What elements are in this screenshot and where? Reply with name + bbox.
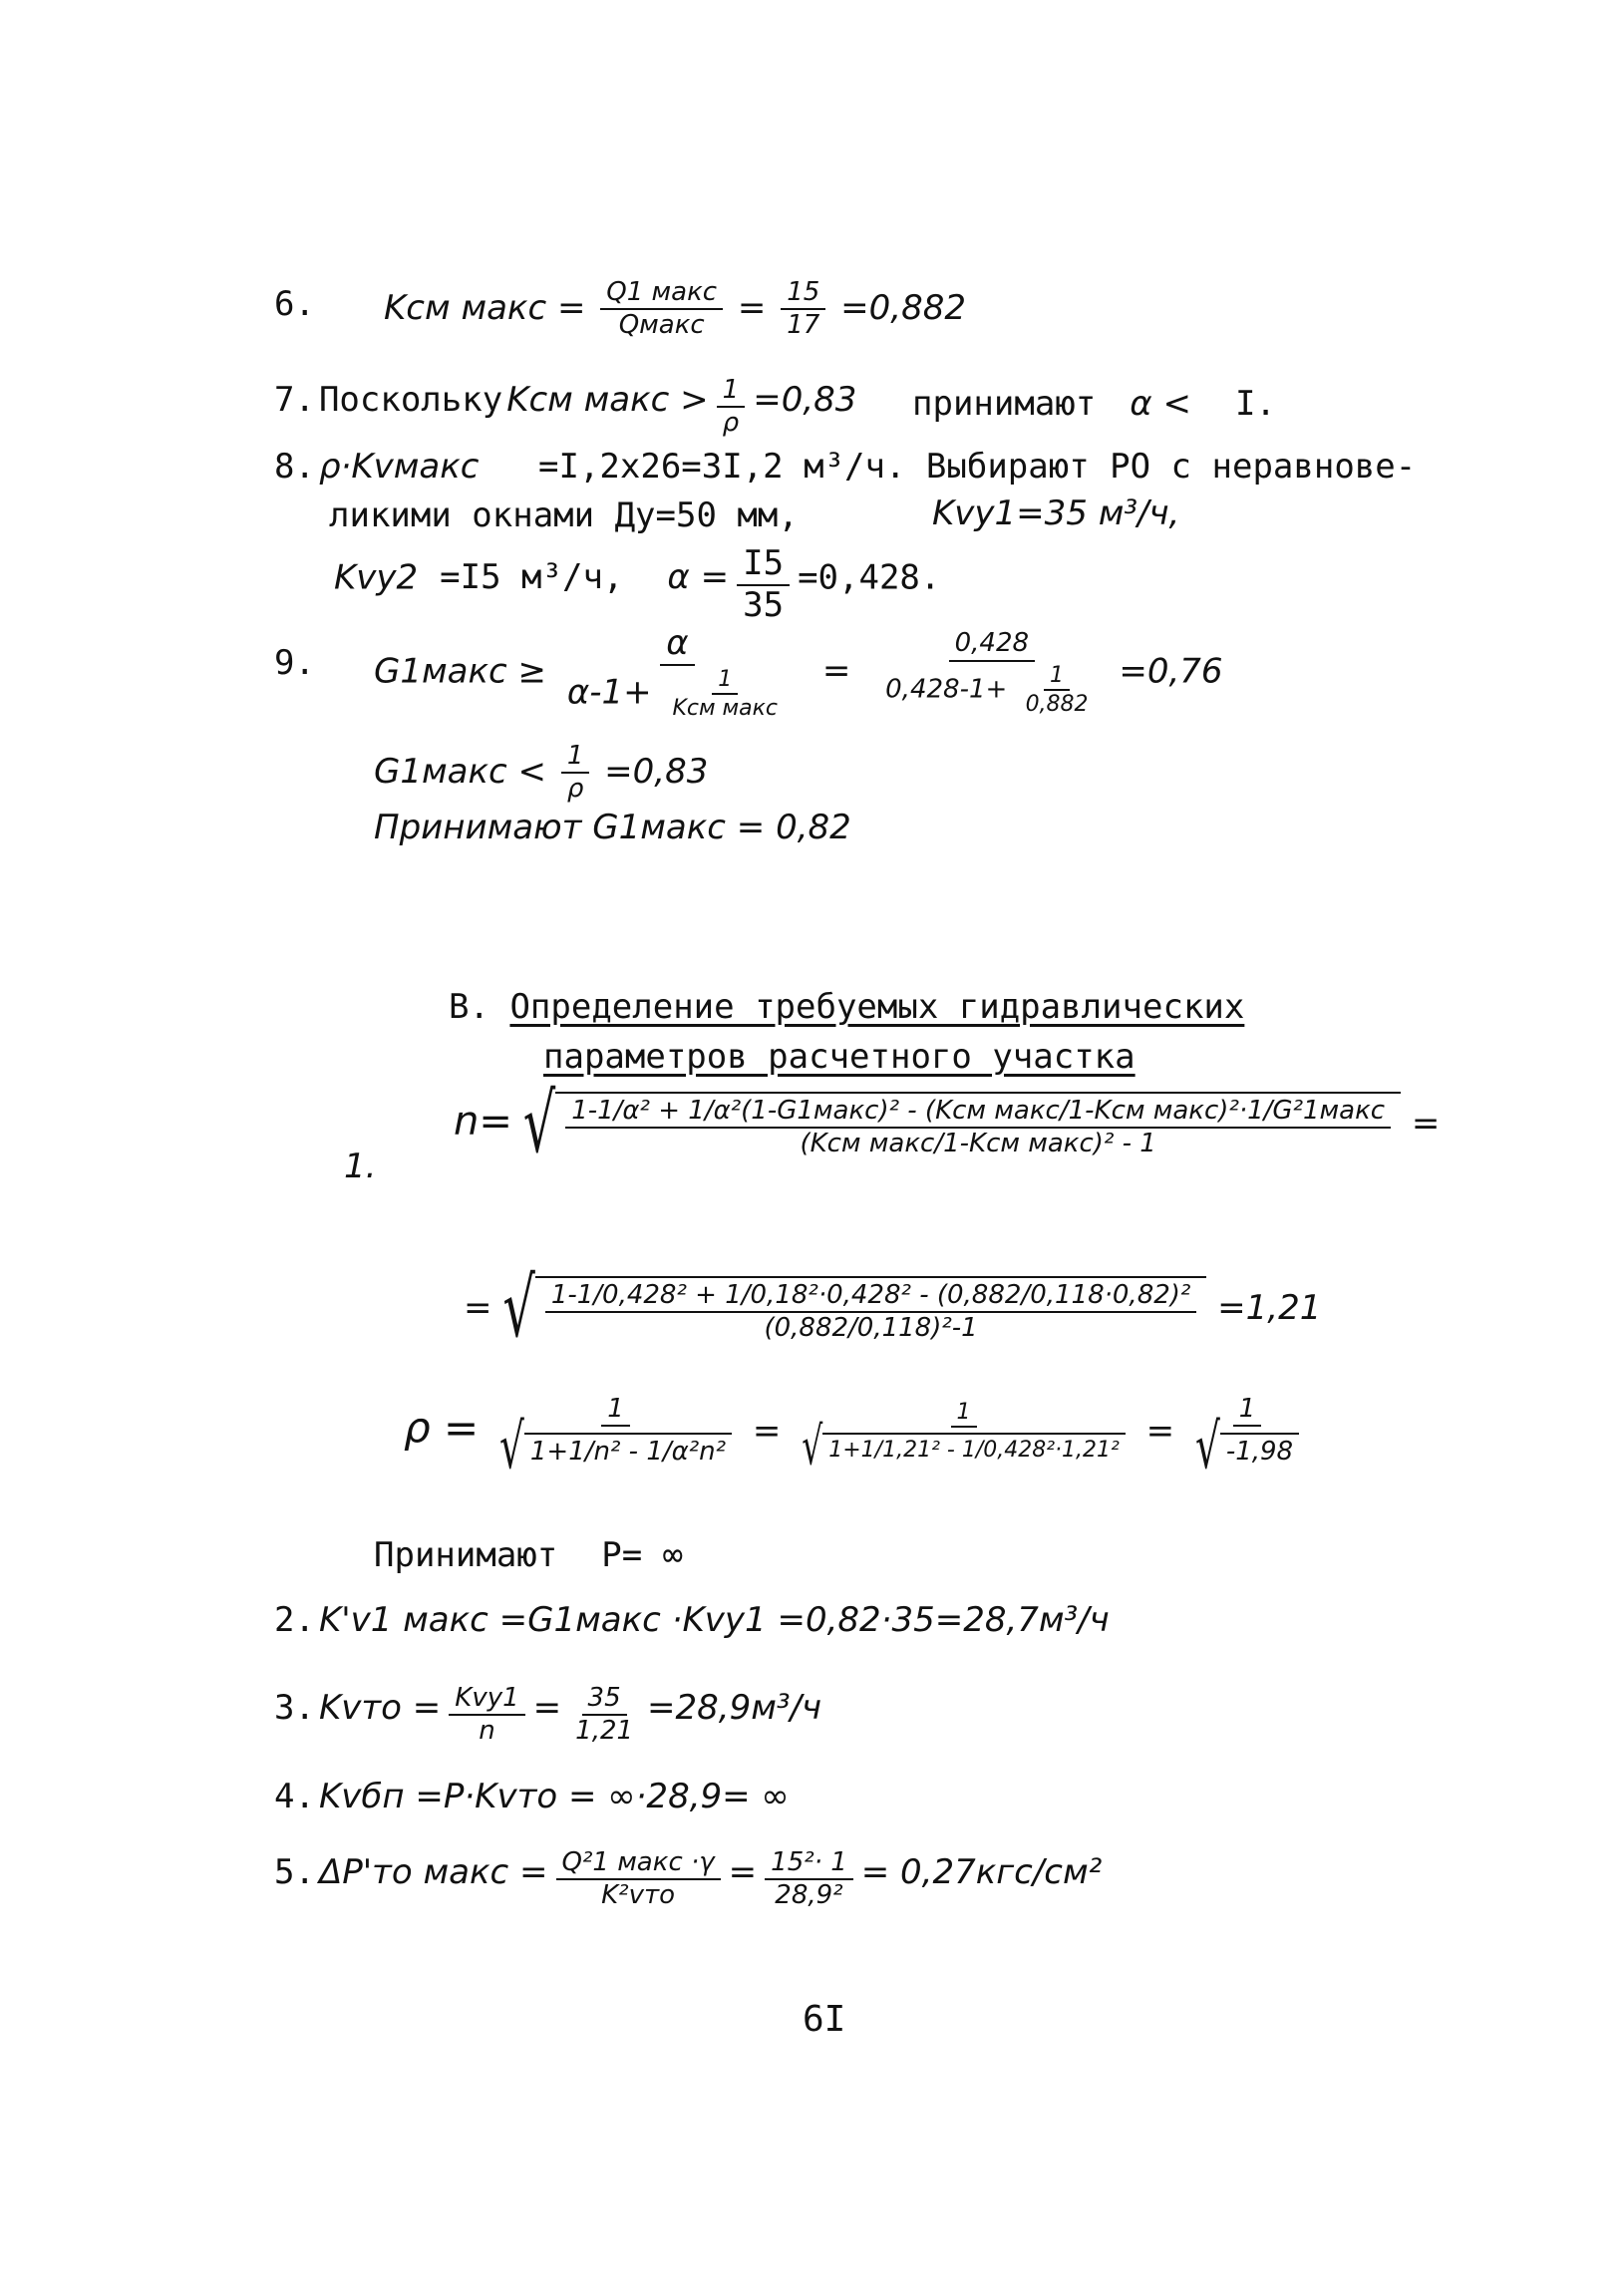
fraction-numerator: 0,428 xyxy=(949,630,1035,661)
item-9-accepted: Принимают G1макс = 0,82 xyxy=(374,808,851,847)
item-text: Принимают xyxy=(374,1535,558,1575)
radical-sign: √ xyxy=(1194,1412,1220,1484)
fraction-numerator: 1 xyxy=(601,1396,630,1427)
item-text: =I5 м³/ч, xyxy=(440,557,624,598)
item-text: ликими окнами Ду=50 мм, xyxy=(329,495,799,535)
fraction xyxy=(449,1685,524,1746)
fraction-denominator xyxy=(493,1412,738,1484)
formula-lhs: G1макс ≥ xyxy=(374,651,546,692)
formula-lhs: G1макс < xyxy=(374,751,546,792)
equals-sign: = xyxy=(464,1287,492,1328)
item-number: 4. xyxy=(274,1777,315,1816)
result-value: =0,428. xyxy=(798,557,941,598)
fraction-denominator xyxy=(879,662,1104,716)
fraction xyxy=(565,1098,1391,1158)
radical-sign: √ xyxy=(802,1415,823,1477)
item-number: 1. xyxy=(344,1147,377,1186)
formula-lhs: Kvто = xyxy=(318,1687,442,1728)
formula-lhs: n= xyxy=(454,1098,512,1145)
equals-sign: = xyxy=(737,287,767,328)
radicand xyxy=(555,1092,1401,1158)
result-value: =28,9м³/ч xyxy=(647,1687,822,1728)
result-value: P= ∞ xyxy=(601,1535,684,1575)
square-root xyxy=(522,1078,1401,1172)
alpha-symbol: α < xyxy=(1130,384,1191,424)
item-7 xyxy=(274,377,856,438)
item-6 xyxy=(274,284,315,324)
equals-sign: = xyxy=(821,651,851,692)
formula-rho xyxy=(404,1394,1309,1484)
result-value: =1,21 xyxy=(1217,1287,1322,1328)
fraction xyxy=(569,1685,639,1746)
radicand xyxy=(535,1276,1207,1343)
fraction-numerator: 35 xyxy=(582,1685,627,1716)
fraction-denominator: 17 xyxy=(787,310,820,341)
item-text: =I,2x26=3I,2 м³/ч. Выбирают РО с неравнове- xyxy=(538,447,1417,487)
fraction xyxy=(879,630,1104,715)
fraction xyxy=(1020,664,1095,716)
item-number: 3. xyxy=(274,1687,315,1728)
step-3 xyxy=(274,1685,821,1746)
item-text: принимают xyxy=(912,384,1097,424)
fraction xyxy=(600,279,723,340)
fraction-denominator: 35 xyxy=(743,584,785,625)
fraction-denominator: (Kсм макс/1-Kсм макс)² - 1 xyxy=(800,1129,1156,1159)
fraction-numerator: 1-1/α² + 1/α²(1-G1макс)² - (Kсм макс/1-Kсм макс)²·1/G²1макс xyxy=(565,1098,1391,1129)
fraction-numerator: 1 xyxy=(717,377,746,408)
fraction xyxy=(1189,1394,1305,1484)
step-formula: K'v1 макс =G1макс ·Kvy1 =0,82·35=28,7м³/ч xyxy=(318,1600,1110,1640)
step-2 xyxy=(274,1600,1110,1640)
fraction-numerator: 1 xyxy=(1044,664,1070,691)
fraction xyxy=(666,668,784,720)
fraction-denominator: K²vто xyxy=(601,1880,676,1911)
fraction-numerator: Q1 макс xyxy=(600,279,723,310)
fraction xyxy=(717,377,746,438)
result-value: =0,882 xyxy=(840,287,966,328)
fraction xyxy=(765,1849,853,1910)
fraction-numerator: 15 xyxy=(781,279,825,310)
fraction xyxy=(545,1282,1197,1343)
radical-sign: √ xyxy=(522,1078,556,1172)
item-text: Поскольку xyxy=(318,379,503,420)
fraction-denominator xyxy=(561,666,794,720)
item-number: 2. xyxy=(274,1600,315,1640)
square-root xyxy=(499,1412,732,1484)
radicand: 1+1/n² - 1/α²n² xyxy=(524,1433,732,1466)
fraction-denominator: ρ xyxy=(722,408,740,439)
item-number: 7. xyxy=(274,379,315,420)
item-number: 8. xyxy=(274,447,315,487)
equals-sign: = xyxy=(1411,1103,1441,1144)
step-formula: Kvбп =P·Kvто = ∞·28,9= ∞ xyxy=(318,1777,790,1816)
formula-expr: ρ·Kvмакс xyxy=(318,447,480,487)
square-root xyxy=(1194,1412,1299,1484)
equals-sign: = xyxy=(532,1687,562,1728)
equals-sign: = xyxy=(752,1411,782,1452)
square-root xyxy=(802,1415,1126,1477)
formula-lhs: ρ = xyxy=(404,1403,480,1453)
radical-sign: √ xyxy=(499,1412,524,1484)
fraction-denominator: n xyxy=(479,1716,495,1747)
result-value: = 0,27кгс/см² xyxy=(860,1851,1103,1892)
fraction xyxy=(737,543,790,625)
denominator-text: 0,428-1+ xyxy=(885,674,1008,705)
item-number: 6. xyxy=(274,284,315,324)
formula-n xyxy=(454,1078,1441,1172)
fraction-denominator: (0,882/0,118)²-1 xyxy=(764,1313,978,1344)
fraction-numerator: 1-1/0,428² + 1/0,18²·0,428² - (0,882/0,118·0,82)² xyxy=(545,1282,1197,1313)
fraction xyxy=(796,1400,1132,1477)
radicand: 1+1/1,21² - 1/0,428²·1,21² xyxy=(822,1433,1126,1462)
fraction xyxy=(561,743,590,804)
item-7-conclusion xyxy=(912,384,1276,424)
alpha-symbol: α = xyxy=(667,557,730,598)
fraction-denominator: 28,9² xyxy=(775,1880,843,1911)
result-value: =0,83 xyxy=(604,751,709,792)
formula-lhs: Kсм макс = xyxy=(384,287,586,328)
fraction-denominator xyxy=(1189,1412,1305,1484)
step-5 xyxy=(274,1849,1102,1910)
fraction-numerator: Q²1 макс ·γ xyxy=(556,1849,721,1880)
item-8-line3 xyxy=(334,543,941,625)
equals-sign: = xyxy=(1145,1411,1175,1452)
formula-expr: Kсм макс > xyxy=(506,379,709,420)
fraction-denominator: Kсм макс xyxy=(672,695,779,721)
result-value: I. xyxy=(1234,384,1276,424)
result-value: =0,76 xyxy=(1119,651,1223,692)
section-title-line2: параметров расчетного участка xyxy=(543,1037,1136,1077)
formula-n-numeric xyxy=(464,1262,1322,1357)
item-8 xyxy=(274,447,479,487)
result-value: =0,83 xyxy=(753,379,857,420)
fraction-denominator: 0,882 xyxy=(1025,691,1089,717)
fraction-denominator xyxy=(796,1415,1132,1477)
radical-sign: √ xyxy=(502,1262,535,1357)
section-heading xyxy=(449,987,1244,1027)
fraction-denominator: ρ xyxy=(566,774,584,805)
item-9-line2 xyxy=(374,743,708,804)
rho-accepted xyxy=(374,1535,683,1575)
denominator-text: α-1+ xyxy=(566,672,652,713)
fraction xyxy=(781,279,825,340)
formula-lhs: ΔP'то макс = xyxy=(318,1851,548,1892)
radicand: -1,98 xyxy=(1220,1433,1299,1466)
fraction-numerator: 1 xyxy=(712,668,738,695)
fraction-denominator: Qмакс xyxy=(618,310,705,341)
fraction xyxy=(561,623,794,721)
equals-sign: = xyxy=(728,1851,758,1892)
square-root xyxy=(502,1262,1206,1357)
section-letter: В. xyxy=(449,987,489,1027)
kvy2-label: Kvy2 xyxy=(334,557,419,598)
section-title-line1: Определение требуемых гидравлических xyxy=(509,987,1245,1027)
fraction-numerator: 15²· 1 xyxy=(765,1849,853,1880)
fraction xyxy=(556,1849,721,1910)
step-4 xyxy=(274,1777,790,1816)
item-6-formula xyxy=(384,279,966,340)
fraction-numerator: α xyxy=(660,626,694,666)
fraction-numerator: 1 xyxy=(561,743,590,774)
item-number: 9. xyxy=(274,643,315,683)
fraction-numerator: I5 xyxy=(737,546,790,586)
fraction xyxy=(493,1394,738,1484)
fraction-numerator: 1 xyxy=(1233,1396,1262,1427)
fraction-numerator: 1 xyxy=(951,1401,977,1428)
fraction-numerator: Kvy1 xyxy=(449,1685,524,1716)
kvy1-value: Kvy1=35 м³/ч, xyxy=(932,493,1180,533)
item-number: 5. xyxy=(274,1851,315,1892)
fraction-denominator: 1,21 xyxy=(575,1716,634,1747)
item-9-formula xyxy=(374,623,1223,721)
page-number: 6I xyxy=(803,1999,846,2040)
